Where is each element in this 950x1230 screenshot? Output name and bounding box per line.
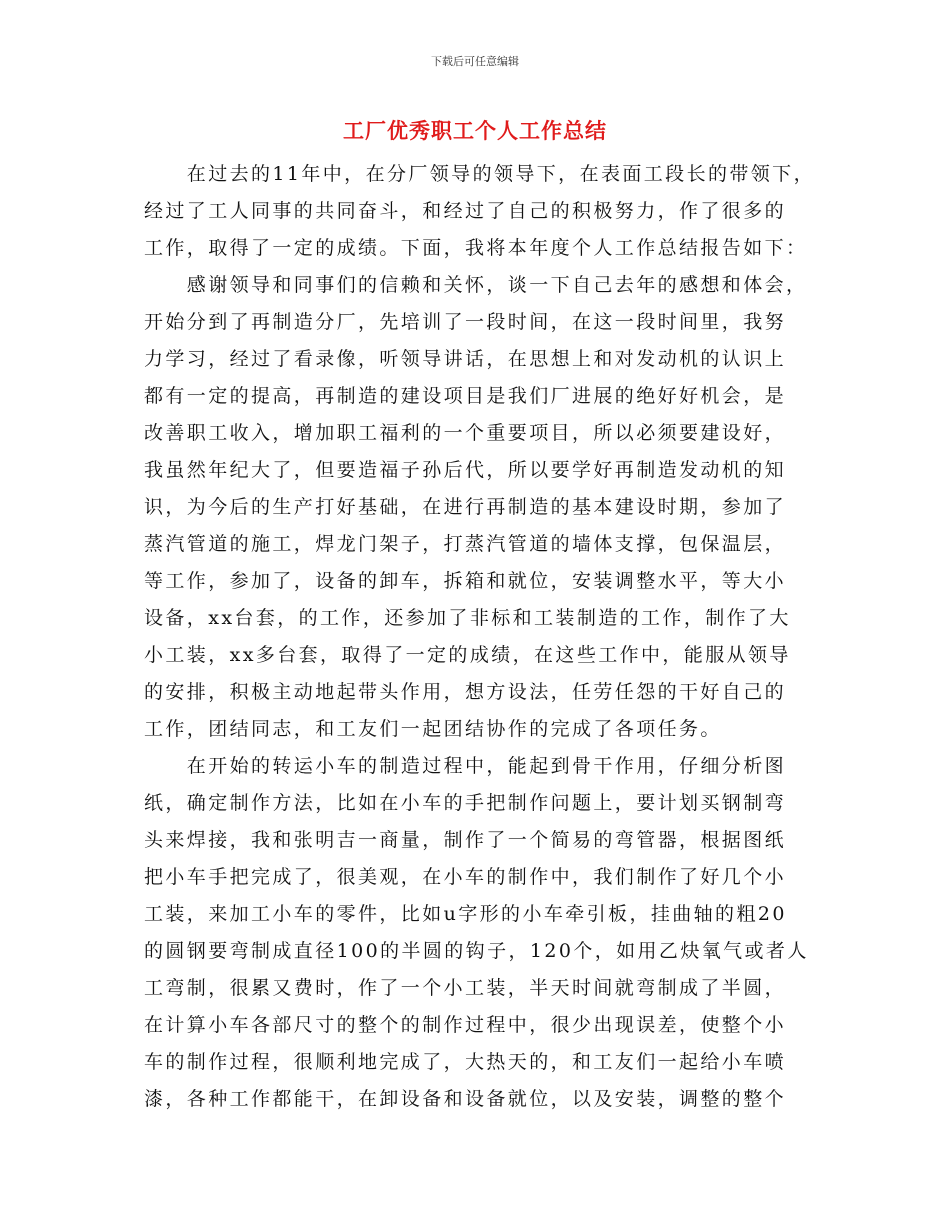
body-line: 等工作，参加了，设备的卸车，拆箱和就位，安装调整水平，等大小 [144, 570, 787, 592]
body-line: 工作，团结同志，和工友们一起团结协作的完成了各项任务。 [144, 718, 722, 740]
body-line: 工弯制，很累又费时，作了一个小工装，半天时间就弯制成了半圆， [144, 977, 787, 999]
body-line: 改善职工收入，增加职工福利的一个重要项目，所以必须要建设好， [144, 422, 787, 444]
body-line: 识，为今后的生产打好基础，在进行再制造的基本建设时期，参加了 [144, 496, 787, 518]
body-line: 车的制作过程，很顺利地完成了，大热天的，和工友们一起给小车喷 [144, 1051, 787, 1073]
body-line: 感谢领导和同事们的信赖和关怀，谈一下自己去年的感想和体会， [144, 274, 808, 296]
body-line: 蒸汽管道的施工，焊龙门架子，打蒸汽管道的墙体支撑，包保温层， [144, 533, 787, 555]
body-line: 的安排，积极主动地起带头作用，想方设法，任劳任怨的干好自己的 [144, 681, 787, 703]
body-line: 设备，xx台套，的工作，还参加了非标和工装制造的工作，制作了大 [144, 607, 791, 629]
body-line: 的圆钢要弯制成直径100的半圆的钩子，120个，如用乙炔氧气或者人 [144, 940, 809, 962]
body-line: 开始分到了再制造分厂，先培训了一段时间，在这一段时间里，我努 [144, 311, 787, 333]
body-line: 把小车手把完成了，很美观，在小车的制作中，我们制作了好几个小 [144, 866, 787, 888]
body-line: 纸，确定制作方法，比如在小车的手把制作问题上，要计划买钢制弯 [144, 792, 787, 814]
header-note: 下载后可任意编辑 [431, 55, 519, 68]
body-line: 力学习，经过了看录像，听领导讲话，在思想上和对发动机的认识上 [144, 348, 787, 370]
body-line: 在计算小车各部尺寸的整个的制作过程中，很少出现误差，使整个小 [144, 1014, 787, 1036]
body-line: 都有一定的提高，再制造的建设项目是我们厂进展的绝好好机会，是 [144, 385, 787, 407]
body-line: 工作，取得了一定的成绩。下面，我将本年度个人工作总结报告如下： [144, 237, 808, 259]
body-line: 在开始的转运小车的制造过程中，能起到骨干作用，仔细分析图 [144, 755, 787, 777]
document-body [144, 156, 824, 1118]
body-line: 在过去的11年中，在分厂领导的领导下，在表面工段长的带领下， [144, 163, 815, 185]
body-line: 漆，各种工作都能干，在卸设备和设备就位，以及安装，调整的整个 [144, 1088, 787, 1110]
body-line: 我虽然年纪大了，但要造福子孙后代，所以要学好再制造发动机的知 [144, 459, 787, 481]
body-line: 工装，来加工小车的零件，比如u字形的小车牵引板，挂曲轴的粗20 [144, 903, 787, 925]
document-title: 工厂优秀职工个人工作总结 [343, 119, 607, 143]
body-line: 经过了工人同事的共同奋斗，和经过了自己的积极努力，作了很多的 [144, 200, 787, 222]
body-line: 小工装，xx多台套，取得了一定的成绩，在这些工作中，能服从领导 [144, 644, 791, 666]
body-line: 头来焊接，我和张明吉一商量，制作了一个简易的弯管器，根据图纸 [144, 829, 787, 851]
